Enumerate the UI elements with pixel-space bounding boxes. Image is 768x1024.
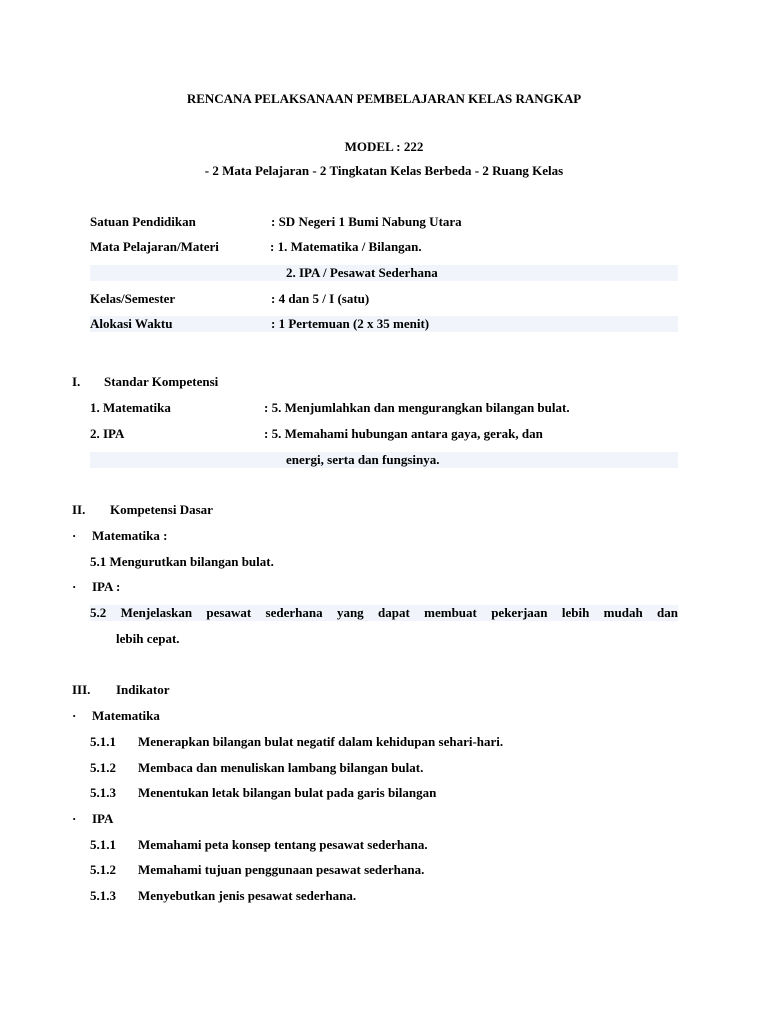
section-3-number: III.	[72, 682, 91, 697]
ind-math-num: 5.1.2	[90, 760, 116, 775]
bullet-icon: ·	[72, 579, 77, 594]
kd-ipa-item: 5.2 Menjelaskan pesawat sederhana yang dapat membuat pekerjaan lebih mudah dan	[90, 605, 678, 620]
sk-item-1-label: 1. Matematika	[90, 400, 171, 415]
bullet-icon: ·	[72, 708, 77, 723]
bullet-icon: ·	[72, 528, 77, 543]
ind-math-label: Matematika	[92, 708, 160, 723]
time-value: : 1 Pertemuan (2 x 35 menit)	[271, 316, 430, 331]
kd-ipa-label: IPA :	[92, 579, 121, 594]
kd-math-item: 5.1 Mengurutkan bilangan bulat.	[90, 554, 274, 569]
ind-ipa-num: 5.1.1	[90, 837, 116, 852]
ind-ipa-text: Menyebutkan jenis pesawat sederhana.	[138, 888, 357, 903]
section-2-heading: Kompetensi Dasar	[110, 502, 213, 517]
ind-math-num: 5.1.1	[90, 734, 116, 749]
ind-math-num: 5.1.3	[90, 785, 116, 800]
section-3-heading: Indikator	[116, 682, 170, 697]
subject-value-1: : 1. Matematika / Bilangan.	[270, 239, 422, 254]
sk-item-2-cont: energi, serta dan fungsinya.	[286, 452, 440, 467]
ind-ipa-label: IPA	[92, 811, 114, 826]
section-1-number: I.	[72, 374, 81, 389]
sk-item-2-value: : 5. Memahami hubungan antara gaya, gerak, dan	[264, 426, 543, 441]
section-1-heading: Standar Kompetensi	[104, 374, 219, 389]
ind-math-text: Menentukan letak bilangan bulat pada garis bilangan	[138, 785, 437, 800]
ind-math-text: Membaca dan menuliskan lambang bilangan bulat.	[138, 760, 424, 775]
subject-value-2: 2. IPA / Pesawat Sederhana	[286, 265, 438, 280]
kd-ipa-cont: lebih cepat.	[116, 631, 180, 646]
ind-math-text: Menerapkan bilangan bulat negatif dalam kehidupan sehari-hari.	[138, 734, 504, 749]
subject-label: Mata Pelajaran/Materi	[90, 239, 219, 254]
time-label: Alokasi Waktu	[90, 316, 173, 331]
sk-item-2-label: 2. IPA	[90, 426, 125, 441]
ind-ipa-text: Memahami tujuan penggunaan pesawat sederhana.	[138, 862, 425, 877]
school-label: Satuan Pendidikan	[90, 214, 196, 229]
school-value: : SD Negeri 1 Bumi Nabung Utara	[271, 214, 462, 229]
ind-ipa-text: Memahami peta konsep tentang pesawat sederhana.	[138, 837, 428, 852]
document-title: RENCANA PELAKSANAAN PEMBELAJARAN KELAS RANGKAP	[186, 91, 582, 106]
class-value: : 4 dan 5 / I (satu)	[271, 291, 370, 306]
model-label: MODEL : 222	[344, 139, 424, 154]
sk-item-1-value: : 5. Menjumlahkan dan mengurangkan bilangan bulat.	[264, 400, 570, 415]
ind-ipa-num: 5.1.2	[90, 862, 116, 877]
bullet-icon: ·	[72, 811, 77, 826]
document-subtitle: - 2 Mata Pelajaran - 2 Tingkatan Kelas Berbeda - 2 Ruang Kelas	[204, 163, 564, 178]
ind-ipa-num: 5.1.3	[90, 888, 116, 903]
kd-math-label: Matematika :	[92, 528, 168, 543]
class-label: Kelas/Semester	[90, 291, 176, 306]
section-2-number: II.	[72, 502, 86, 517]
